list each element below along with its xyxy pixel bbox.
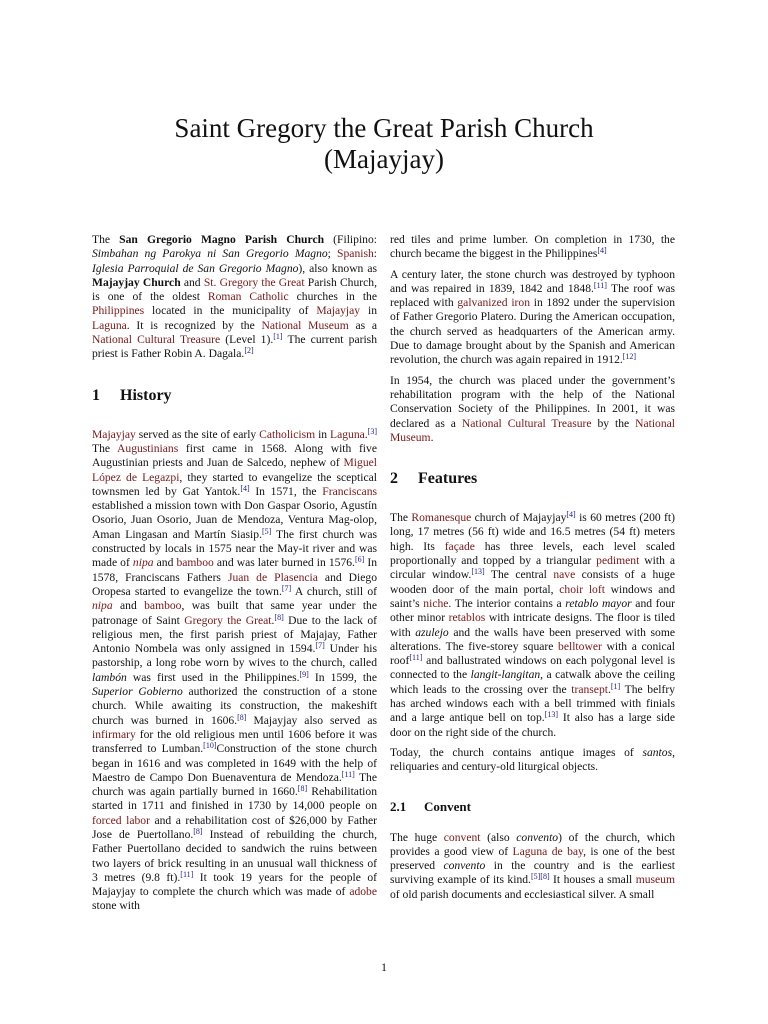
citation-link[interactable]: [2] bbox=[244, 346, 254, 356]
citation-link[interactable]: [5] bbox=[261, 526, 272, 536]
link-niche[interactable]: niche bbox=[423, 596, 449, 610]
citation-link[interactable]: [11] bbox=[180, 869, 194, 879]
title-line-2: (Majayjay) bbox=[324, 144, 444, 174]
features-paragraph-2: Today, the church contains antique images of santos, reliquaries and century-old liturgical objects. bbox=[390, 745, 675, 774]
link-gregory-the-great[interactable]: Gregory the Great bbox=[184, 613, 272, 627]
link-majayjay[interactable]: Majayjay bbox=[92, 427, 136, 441]
link-catholicism[interactable]: Catholicism bbox=[259, 427, 316, 441]
citation-link[interactable]: [13] bbox=[471, 567, 485, 577]
link-national-cultural-treasure[interactable]: National Cultural Treasure bbox=[461, 416, 592, 430]
right-column bbox=[390, 233, 675, 908]
citation-link[interactable]: [1] bbox=[610, 681, 621, 691]
citation-link[interactable]: [8] bbox=[237, 712, 247, 722]
features-paragraph: The Romanesque church of Majayjay[4] is 60 metres (200 ft) long, 17 metres (56 ft) wide and 16.5 metres (54 ft) meters high. Its façade has three levels, each level scaled proportionally and topped by a triangular pediment with a circular window.[13] The central nave consists of a huge wooden door of the main portal, choir loft windows and saint’s niche. The interior contains a retablo mayor and four other minor retablos with intricate designs. The floor is tiled with azulejo and the walls have been preserved with some alterations. The five-storey square belltower with a conical roof[11] and ballustrated windows on each polygonal level is connected to the langit-langitan, a catwalk above the ceiling which leads to the crossing over the transept.[1] The belfry has arched windows each with a bell trimmed with finials and a large antique bell on top.[13] It also has a large side door on the right side of the church. bbox=[390, 510, 676, 739]
link-galvanized-iron[interactable]: galvanized iron bbox=[457, 296, 531, 310]
link-spanish[interactable]: Spanish bbox=[337, 247, 374, 261]
left-column bbox=[92, 233, 377, 920]
citation-link[interactable]: [11] bbox=[341, 769, 355, 779]
page-number: 1 bbox=[381, 960, 387, 974]
history-paragraph-2: A century later, the stone church was destroyed by typhoon and was repaired in 1839, 1842 and 1848.[11] The roof was replaced with galvanized iron in 1892 under the supervision of Father Gregorio Platero. During the American occupation, the church served as headquarters of the American army. Due to damage brought about by the Spanish and American revolution, the church was again repaired in 1912.[12] bbox=[390, 267, 675, 367]
link-museum[interactable]: museum bbox=[635, 873, 675, 887]
convent-paragraph: The huge convent (also convento) of the church, which provides a good view of Laguna de bay, is one of the best preserved convento in the country and is the earliest surviving example of its kind.[5][8] It houses a small museum of old parish documents and ecclesiastical silver. A small bbox=[390, 830, 675, 901]
citation-link[interactable]: [8] bbox=[274, 612, 284, 622]
subsection-heading-convent: 2.1 Convent bbox=[390, 798, 471, 814]
citation-link[interactable]: [7] bbox=[281, 583, 292, 593]
section-heading-history: 1 History bbox=[92, 386, 172, 404]
citation-link[interactable]: [12] bbox=[622, 352, 637, 362]
history-paragraph-3: In 1954, the church was placed under the government’s rehabilitation program with the help of the National Conservation Society of the Philippines. In 2001, it was declared as a National Cultural Treasure by the National Museum. bbox=[390, 373, 675, 444]
link-belltower[interactable]: belltower bbox=[558, 639, 602, 653]
link-national-cultural-treasure[interactable]: National Cultural Treasure bbox=[92, 333, 221, 347]
link-forced-labor[interactable]: forced labor bbox=[92, 813, 150, 827]
link-choir-loft[interactable]: choir loft bbox=[559, 582, 605, 596]
citation-link[interactable]: [11] bbox=[593, 280, 607, 290]
citation-link[interactable]: [7] bbox=[315, 641, 325, 651]
link-pediment[interactable]: pediment bbox=[596, 554, 640, 568]
link-laguna-de-bay[interactable]: Laguna de bay bbox=[512, 844, 584, 858]
citation-link[interactable]: [8] bbox=[193, 826, 203, 836]
link-transept[interactable]: transept bbox=[571, 682, 608, 696]
history-continued: red tiles and prime lumber. On completion in 1730, the church became the biggest in the Philippines[4] bbox=[390, 233, 675, 261]
link-convent[interactable]: convent bbox=[443, 830, 481, 844]
citation-link[interactable]: [1] bbox=[273, 332, 283, 342]
link-infirmary[interactable]: infirmary bbox=[92, 727, 136, 741]
link-bamboo[interactable]: bamboo bbox=[176, 556, 214, 570]
link-franciscans[interactable]: Franciscans bbox=[322, 484, 377, 498]
link-legazpi[interactable]: Miguel López de Legazpi bbox=[92, 456, 377, 484]
link-augustinians[interactable]: Augustinians bbox=[117, 441, 179, 455]
link-majayjay[interactable]: Majayjay bbox=[316, 304, 361, 318]
link-national-museum[interactable]: National Museum bbox=[390, 416, 675, 444]
link-facade[interactable]: façade bbox=[444, 539, 475, 553]
title-line-1: Saint Gregory the Great Parish Church bbox=[174, 113, 594, 143]
citation-link[interactable]: [11] bbox=[409, 653, 423, 663]
link-nipa[interactable]: nipa bbox=[132, 556, 154, 570]
link-laguna[interactable]: Laguna bbox=[330, 427, 365, 441]
intro-paragraph: The San Gregorio Magno Parish Church (Filipino: Simbahan ng Parokya ni San Gregorio Magno; Spanish: Iglesia Parroquial de San Gregorio Magno), also known as Majayjay Church and St. Gregory the Great Parish Church, is one of the oldest Roman Catholic churches in the Philippines located in the municipality of Majayjay in Laguna. It is recognized by the National Museum as a National Cultural Treasure (Level 1).[1] The current parish priest is Father Robin A. Dagala.[2] bbox=[92, 233, 378, 361]
citation-link[interactable]: [6] bbox=[354, 555, 365, 565]
link-st-gregory[interactable]: St. Gregory the Great bbox=[203, 275, 305, 289]
citation-link[interactable]: [4] bbox=[566, 510, 576, 520]
link-nave[interactable]: nave bbox=[553, 568, 576, 582]
citation-link[interactable]: [13] bbox=[544, 710, 558, 720]
link-nipa[interactable]: nipa bbox=[92, 599, 113, 613]
link-national-museum[interactable]: National Museum bbox=[261, 318, 349, 332]
citation-link[interactable]: [10] bbox=[203, 741, 217, 751]
link-philippines[interactable]: Philippines bbox=[92, 304, 145, 318]
citation-link[interactable]: [8] bbox=[297, 784, 308, 794]
section-heading-features: 2 Features bbox=[390, 470, 478, 488]
link-laguna[interactable]: Laguna bbox=[92, 318, 127, 332]
link-plasencia[interactable]: Juan de Plasencia bbox=[227, 570, 318, 584]
citation-link[interactable]: [3] bbox=[367, 426, 377, 436]
link-roman-catholic[interactable]: Roman Catholic bbox=[207, 290, 289, 304]
citation-link[interactable]: [4] bbox=[240, 483, 250, 493]
citation-link[interactable]: [5][8] bbox=[530, 872, 550, 882]
link-romanesque[interactable]: Romanesque bbox=[411, 511, 472, 525]
citation-link[interactable]: [9] bbox=[299, 669, 309, 679]
link-adobe[interactable]: adobe bbox=[349, 885, 377, 899]
citation-link[interactable]: [4] bbox=[597, 246, 607, 256]
history-paragraph: Majayjay served as the site of early Catholicism in Laguna.[3] The Augustinians first came in 1568. Along with five Augustinian priests and Juan de Salcedo, nephew of Miguel López de Legazpi, they started to evangelize the sceptical townsmen led by Gat Yantok.[4] In 1571, the Franciscans established a mission town with Don Gaspar Osorio, Agustín Osorio, Juan Osorio, Juan de Mendoza, Ventura Mag-olop, Aman Lingasan and Martín Siasip.[5] The first church was constructed by locals in 1575 near the May-it river and was made of nipa and bamboo and was later burned in 1576.[6] In 1578, Franciscans Fathers Juan de Plasencia and Diego Oropesa started to evangelize the town.[7] A church, still of nipa and bamboo, was built that same year under the patronage of Saint Gregory the Great.[8] Due to the lack of religious men, the first parish priest of Majajay, Father Antonio Nombela was only assigned in 1594.[7] Under his pastorship, a long robe worn by wives to the church, called lambón was first used in the Philippines.[9] In 1599, the Superior Gobierno authorized the construction of a stone church. While awaiting its construction, the makeshift church was burned in 1606.[8] Majayjay also served as infirmary for the old religious men until 1606 before it was transferred to Lumban.[10]Construction of the stone church began in 1616 and was completed in 1649 with the help of Maestro de Campo Don Buenaventura de Mendoza.[11] The church was again partially burned in 1660.[8] Rehabilitation started in 1711 and finished in 1730 by 14,000 people on forced labor and a rehabilitation cost of $26,000 by Father Jose de Puertollano.[8] Instead of rebuilding the church, Father Puertollano decided to sandwich the ruins between two layers of brick resulting in an unusual wall thickness of 3 metres (9.8 ft).[11] It took 19 years for the people of Majayjay to complete the church which was made of adobe stone with bbox=[92, 426, 378, 913]
link-retablos[interactable]: retablos bbox=[448, 611, 486, 625]
link-bamboo[interactable]: bamboo bbox=[144, 599, 182, 613]
page-title bbox=[90, 113, 678, 175]
